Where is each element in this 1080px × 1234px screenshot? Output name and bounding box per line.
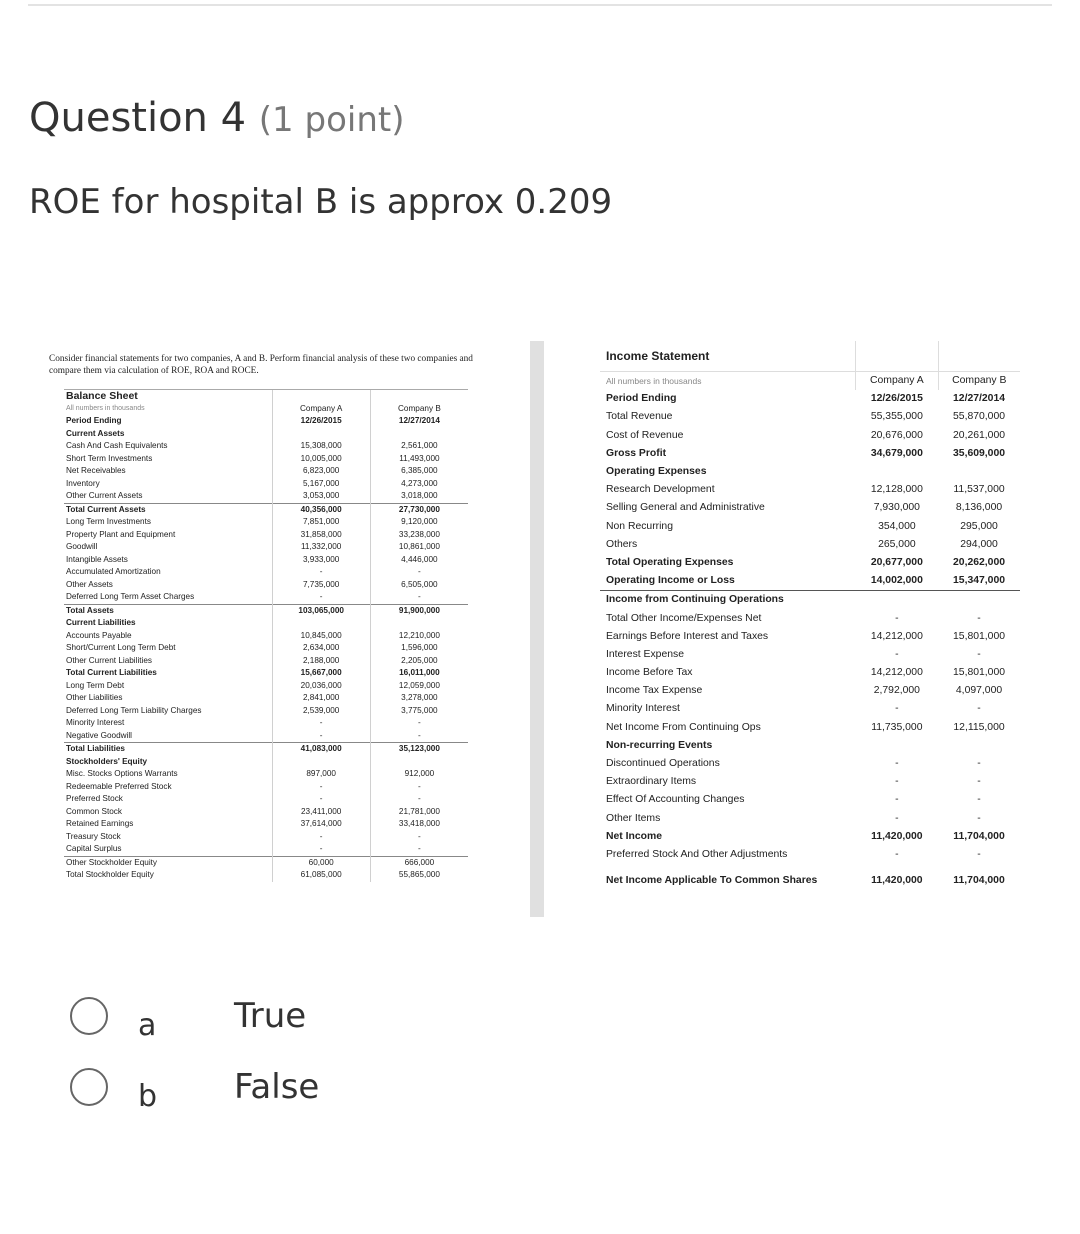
company-a-value: 7,735,000 bbox=[272, 579, 370, 592]
company-a-value: 11,420,000 bbox=[871, 830, 923, 842]
company-b-value bbox=[938, 591, 1020, 610]
row-label: Net Receivables bbox=[66, 466, 126, 476]
balance-sheet-row bbox=[64, 856, 468, 869]
row-label: Earnings Before Interest and Taxes bbox=[606, 630, 769, 642]
company-a-value: - bbox=[272, 831, 370, 844]
company-a-value bbox=[856, 463, 938, 481]
company-a-value: 11,332,000 bbox=[272, 541, 370, 554]
company-b-value: 12,115,000 bbox=[953, 721, 1005, 733]
row-label: Total Assets bbox=[64, 604, 272, 617]
company-a-value: - bbox=[895, 848, 899, 860]
company-a-value bbox=[272, 756, 370, 769]
company-a-value: 10,005,000 bbox=[272, 453, 370, 466]
income-statement-row bbox=[600, 864, 1020, 898]
company-a-value: - bbox=[272, 793, 370, 806]
company-a-value: 61,085,000 bbox=[272, 869, 370, 882]
balance-sheet-row bbox=[64, 579, 468, 592]
company-a-value: 12/26/2015 bbox=[870, 393, 923, 405]
income-statement-note: All numbers in thousands bbox=[600, 372, 856, 391]
company-a-value bbox=[856, 737, 938, 755]
income-statement-row bbox=[600, 719, 1020, 737]
company-b-value: 16,011,000 bbox=[370, 667, 468, 680]
balance-sheet-row bbox=[64, 680, 468, 693]
company-a-value: 23,411,000 bbox=[272, 806, 370, 819]
balance-sheet-row bbox=[64, 465, 468, 478]
balance-sheet-row bbox=[64, 642, 468, 655]
balance-sheet-row bbox=[64, 453, 468, 466]
balance-sheet-row bbox=[64, 730, 468, 743]
row-label: Net Income Applicable To Common Shares bbox=[606, 875, 818, 887]
option-b[interactable] bbox=[70, 1067, 320, 1114]
company-a-value: - bbox=[895, 776, 899, 788]
row-label: Other Current Assets bbox=[66, 491, 143, 501]
company-a-value: 354,000 bbox=[878, 520, 916, 532]
balance-sheet-row bbox=[64, 516, 468, 529]
company-a-value: 3,933,000 bbox=[272, 554, 370, 567]
question-points: (1 point) bbox=[258, 100, 405, 140]
income-statement-row bbox=[600, 572, 1020, 591]
company-b-value: 3,278,000 bbox=[370, 692, 468, 705]
company-b-value: 33,418,000 bbox=[370, 818, 468, 831]
company-b-value: 10,861,000 bbox=[370, 541, 468, 554]
company-a-value: - bbox=[895, 812, 899, 824]
balance-sheet-row bbox=[64, 566, 468, 579]
row-label: Total Liabilities bbox=[64, 743, 272, 756]
income-statement-row bbox=[600, 445, 1020, 463]
company-b-value: 20,261,000 bbox=[953, 429, 1006, 441]
income-statement-row bbox=[600, 390, 1020, 408]
row-label: Redeemable Preferred Stock bbox=[66, 781, 172, 791]
balance-sheet-row bbox=[64, 440, 468, 453]
row-label: Property Plant and Equipment bbox=[66, 529, 176, 539]
company-b-value: 15,347,000 bbox=[938, 572, 1020, 591]
company-b-value: 35,609,000 bbox=[953, 447, 1006, 459]
company-b-value bbox=[938, 737, 1020, 755]
row-label: Accounts Payable bbox=[66, 630, 132, 640]
company-b-value: 15,801,000 bbox=[953, 667, 1006, 679]
company-a-value: 2,188,000 bbox=[272, 655, 370, 668]
company-a-value: 14,212,000 bbox=[870, 667, 923, 679]
company-b-value: 91,900,000 bbox=[370, 604, 468, 617]
company-b-value: 11,704,000 bbox=[953, 875, 1005, 887]
row-label: Total Operating Expenses bbox=[606, 556, 734, 568]
row-label: Deferred Long Term Liability Charges bbox=[66, 705, 202, 715]
company-b-value: 20,262,000 bbox=[953, 556, 1006, 568]
income-statement-row bbox=[600, 700, 1020, 718]
row-label: Operating Expenses bbox=[606, 466, 707, 478]
company-b-value bbox=[370, 428, 468, 441]
company-b-value: - bbox=[370, 843, 468, 856]
income-statement-row bbox=[600, 591, 1020, 610]
row-label: Misc. Stocks Options Warrants bbox=[66, 769, 178, 779]
balance-sheet-row bbox=[64, 617, 468, 630]
question-prompt: ROE for hospital B is approx 0.209 bbox=[29, 182, 613, 222]
income-statement-row bbox=[600, 518, 1020, 536]
company-a-value: 20,676,000 bbox=[870, 429, 923, 441]
company-a-value: 10,845,000 bbox=[272, 630, 370, 643]
company-b-value: - bbox=[977, 776, 981, 788]
company-a-value: 3,053,000 bbox=[272, 490, 370, 503]
company-b-value: 666,000 bbox=[370, 856, 468, 869]
company-a-value: 5,167,000 bbox=[272, 478, 370, 491]
income-statement-row bbox=[600, 810, 1020, 828]
row-label: Capital Surplus bbox=[66, 844, 122, 854]
balance-sheet-table bbox=[64, 389, 468, 882]
row-label: Intangible Assets bbox=[66, 554, 128, 564]
balance-sheet-row bbox=[64, 818, 468, 831]
income-statement-row bbox=[600, 664, 1020, 682]
row-label: Other Items bbox=[606, 812, 661, 824]
balance-sheet-company-b-header: Company B bbox=[370, 403, 468, 416]
company-b-value: - bbox=[370, 717, 468, 730]
row-label: Treasury Stock bbox=[66, 831, 121, 841]
company-a-value: 7,851,000 bbox=[272, 516, 370, 529]
row-label: Other Assets bbox=[66, 579, 113, 589]
company-a-value: 60,000 bbox=[272, 856, 370, 869]
company-a-value: 40,356,000 bbox=[272, 503, 370, 516]
company-b-value bbox=[370, 756, 468, 769]
company-b-value: 33,238,000 bbox=[370, 529, 468, 542]
row-label: Preferred Stock bbox=[66, 794, 123, 804]
balance-sheet-row bbox=[64, 869, 468, 882]
row-label: Negative Goodwill bbox=[66, 730, 132, 740]
company-b-value: - bbox=[977, 848, 981, 860]
row-label: Retained Earnings bbox=[66, 819, 134, 829]
company-b-value: 35,123,000 bbox=[370, 743, 468, 756]
company-a-value: 14,212,000 bbox=[870, 630, 923, 642]
income-statement-row bbox=[600, 609, 1020, 627]
balance-sheet-row bbox=[64, 843, 468, 856]
option-a-radio[interactable] bbox=[70, 997, 108, 1035]
company-a-value: - bbox=[895, 648, 899, 660]
balance-sheet-row bbox=[64, 554, 468, 567]
company-b-value: 12/27/2014 bbox=[953, 393, 1006, 405]
balance-sheet-row bbox=[64, 781, 468, 794]
company-b-value: - bbox=[977, 758, 981, 770]
income-statement-row bbox=[600, 682, 1020, 700]
row-label: Minority Interest bbox=[66, 718, 125, 728]
company-a-value: 15,667,000 bbox=[272, 667, 370, 680]
row-label: Total Current Liabilities bbox=[66, 668, 157, 678]
income-statement-company-b-header: Company B bbox=[938, 372, 1020, 391]
row-label: Others bbox=[606, 538, 638, 550]
income-statement-row bbox=[600, 755, 1020, 773]
balance-sheet-row bbox=[64, 655, 468, 668]
row-label: Common Stock bbox=[66, 806, 122, 816]
company-a-value: - bbox=[272, 843, 370, 856]
row-label: Cost of Revenue bbox=[606, 429, 684, 441]
company-b-value: 11,704,000 bbox=[953, 830, 1005, 842]
company-a-value: 2,634,000 bbox=[272, 642, 370, 655]
income-statement-row bbox=[600, 846, 1020, 864]
balance-sheet-note: All numbers in thousands bbox=[66, 404, 145, 412]
balance-sheet-row bbox=[64, 743, 468, 756]
balance-sheet-row bbox=[64, 793, 468, 806]
company-b-value: 11,537,000 bbox=[953, 484, 1005, 496]
income-statement-image bbox=[600, 341, 1020, 911]
company-a-value: 2,841,000 bbox=[272, 692, 370, 705]
income-statement-row bbox=[600, 791, 1020, 809]
company-a-value: 897,000 bbox=[272, 768, 370, 781]
income-statement-title: Income Statement bbox=[606, 349, 710, 363]
balance-sheet-row bbox=[64, 831, 468, 844]
company-a-value: 265,000 bbox=[878, 538, 916, 550]
option-b-radio[interactable] bbox=[70, 1068, 108, 1106]
company-b-value: - bbox=[977, 612, 981, 624]
balance-sheet-row bbox=[64, 717, 468, 730]
figure-divider bbox=[530, 341, 544, 917]
income-statement-row bbox=[600, 536, 1020, 554]
company-a-value: 20,036,000 bbox=[272, 680, 370, 693]
company-b-value: 912,000 bbox=[370, 768, 468, 781]
company-a-value: - bbox=[895, 794, 899, 806]
company-b-value: - bbox=[370, 591, 468, 604]
income-statement-row bbox=[600, 737, 1020, 755]
question-number: Question 4 bbox=[29, 95, 247, 141]
company-b-value: 2,205,000 bbox=[370, 655, 468, 668]
company-a-value: 2,792,000 bbox=[873, 685, 920, 697]
company-b-value: 15,801,000 bbox=[953, 630, 1006, 642]
company-b-value: - bbox=[370, 831, 468, 844]
company-b-value: - bbox=[370, 566, 468, 579]
balance-sheet-row bbox=[64, 490, 468, 503]
company-b-value: 4,273,000 bbox=[370, 478, 468, 491]
income-statement-company-a-header: Company A bbox=[856, 372, 938, 391]
company-b-value: 4,446,000 bbox=[370, 554, 468, 567]
company-b-value: - bbox=[977, 648, 981, 660]
row-label: Interest Expense bbox=[606, 648, 684, 660]
company-b-value: 12/27/2014 bbox=[370, 415, 468, 428]
company-b-value: - bbox=[370, 730, 468, 743]
company-b-value: 9,120,000 bbox=[370, 516, 468, 529]
income-statement-row bbox=[600, 427, 1020, 445]
company-a-value: - bbox=[895, 758, 899, 770]
balance-sheet-row bbox=[64, 768, 468, 781]
company-b-value: 294,000 bbox=[960, 538, 998, 550]
row-label: Operating Income or Loss bbox=[600, 572, 856, 591]
row-label: Non-recurring Events bbox=[606, 739, 713, 751]
row-label: Deferred Long Term Asset Charges bbox=[66, 592, 195, 602]
company-b-value: 55,865,000 bbox=[370, 869, 468, 882]
row-label: Goodwill bbox=[66, 542, 98, 552]
company-a-value bbox=[272, 428, 370, 441]
row-label: Long Term Debt bbox=[66, 680, 125, 690]
company-b-value: 21,781,000 bbox=[370, 806, 468, 819]
balance-sheet-row bbox=[64, 756, 468, 769]
row-label: Short Term Investments bbox=[66, 453, 153, 463]
income-statement-row bbox=[600, 481, 1020, 499]
company-a-value: - bbox=[272, 591, 370, 604]
option-a[interactable] bbox=[70, 996, 307, 1043]
company-a-value bbox=[856, 591, 938, 610]
row-label: Stockholders' Equity bbox=[66, 756, 148, 766]
balance-sheet-row bbox=[64, 415, 468, 428]
option-a-text[interactable]: True bbox=[234, 996, 307, 1036]
company-a-value: - bbox=[272, 730, 370, 743]
income-statement-row bbox=[600, 463, 1020, 481]
row-label: Extraordinary Items bbox=[606, 776, 697, 788]
row-label: Accumulated Amortization bbox=[66, 567, 161, 577]
company-b-value: 3,775,000 bbox=[370, 705, 468, 718]
row-label: Total Other Income/Expenses Net bbox=[606, 612, 762, 624]
company-a-value: 55,355,000 bbox=[870, 411, 923, 423]
company-b-value: 6,385,000 bbox=[370, 465, 468, 478]
company-a-value: 7,930,000 bbox=[873, 502, 920, 514]
row-label: Net Income From Continuing Ops bbox=[606, 721, 761, 733]
row-label: Inventory bbox=[66, 478, 100, 488]
company-b-value: 4,097,000 bbox=[955, 685, 1003, 697]
company-b-value: 6,505,000 bbox=[370, 579, 468, 592]
company-a-value: 20,677,000 bbox=[870, 556, 923, 568]
company-b-value: - bbox=[370, 781, 468, 794]
balance-sheet-row bbox=[64, 705, 468, 718]
company-b-value: - bbox=[977, 794, 981, 806]
row-label: Net Income bbox=[606, 830, 663, 842]
balance-sheet-row bbox=[64, 604, 468, 617]
row-label: Income Before Tax bbox=[606, 667, 693, 679]
row-label: Non Recurring bbox=[606, 520, 673, 532]
row-label: Cash And Cash Equivalents bbox=[66, 441, 168, 451]
company-b-value: 3,018,000 bbox=[370, 490, 468, 503]
row-label: Preferred Stock And Other Adjustments bbox=[606, 848, 788, 860]
company-b-value: 27,730,000 bbox=[370, 503, 468, 516]
company-b-value: - bbox=[370, 793, 468, 806]
company-a-value: 31,858,000 bbox=[272, 529, 370, 542]
row-label: Selling General and Administrative bbox=[606, 502, 765, 514]
balance-sheet-row bbox=[64, 630, 468, 643]
row-label: Minority Interest bbox=[606, 703, 680, 715]
row-label: Other Current Liabilities bbox=[66, 655, 153, 665]
company-a-value: 103,065,000 bbox=[272, 604, 370, 617]
company-a-value bbox=[272, 617, 370, 630]
row-label: Long Term Investments bbox=[66, 517, 151, 527]
company-a-value: - bbox=[272, 566, 370, 579]
company-a-value: - bbox=[272, 717, 370, 730]
balance-sheet-image bbox=[44, 347, 489, 917]
option-b-letter: b bbox=[138, 1079, 158, 1114]
row-label: Short/Current Long Term Debt bbox=[66, 643, 176, 653]
balance-sheet-row bbox=[64, 667, 468, 680]
company-b-value: 12,210,000 bbox=[370, 630, 468, 643]
balance-sheet-row bbox=[64, 503, 468, 516]
income-statement-row bbox=[600, 828, 1020, 846]
company-b-value: - bbox=[977, 703, 981, 715]
balance-sheet-title: Balance Sheet bbox=[64, 390, 272, 403]
row-label: Other Stockholder Equity bbox=[64, 856, 272, 869]
row-label: Gross Profit bbox=[606, 447, 667, 459]
row-label: Current Assets bbox=[66, 428, 125, 438]
balance-sheet-row bbox=[64, 478, 468, 491]
row-label: Research Development bbox=[606, 484, 715, 496]
company-a-value: 11,735,000 bbox=[871, 721, 923, 733]
balance-sheet-company-a-header: Company A bbox=[272, 403, 370, 416]
company-a-value: - bbox=[895, 612, 899, 624]
row-label: Income from Continuing Operations bbox=[606, 594, 784, 606]
income-statement-row bbox=[600, 499, 1020, 517]
balance-sheet-row bbox=[64, 806, 468, 819]
company-a-value: 41,083,000 bbox=[272, 743, 370, 756]
income-statement-row bbox=[600, 773, 1020, 791]
row-label: Income Tax Expense bbox=[606, 685, 703, 697]
company-b-value: 2,561,000 bbox=[370, 440, 468, 453]
question-title bbox=[29, 93, 404, 145]
company-a-value: 2,539,000 bbox=[272, 705, 370, 718]
company-a-value: - bbox=[895, 703, 899, 715]
row-label: Total Stockholder Equity bbox=[66, 870, 154, 880]
company-b-value: 11,493,000 bbox=[370, 453, 468, 466]
option-b-text[interactable]: False bbox=[234, 1067, 320, 1107]
company-b-value: - bbox=[977, 812, 981, 824]
row-label: Total Revenue bbox=[606, 411, 673, 423]
company-b-value: 55,870,000 bbox=[953, 411, 1006, 423]
company-b-value: 12,059,000 bbox=[370, 680, 468, 693]
income-statement-row bbox=[600, 554, 1020, 572]
option-a-letter: a bbox=[138, 1008, 157, 1043]
row-label: Current Liabilities bbox=[66, 618, 136, 628]
balance-sheet-row bbox=[64, 529, 468, 542]
income-statement-row bbox=[600, 628, 1020, 646]
company-b-value: 295,000 bbox=[960, 520, 998, 532]
company-b-value: 8,136,000 bbox=[955, 502, 1003, 514]
company-a-value: 34,679,000 bbox=[870, 447, 923, 459]
income-statement-table bbox=[600, 341, 1020, 898]
company-a-value: 14,002,000 bbox=[856, 572, 938, 591]
row-label: Other Liabilities bbox=[66, 693, 123, 703]
income-statement-row bbox=[600, 646, 1020, 664]
row-label: Discontinued Operations bbox=[606, 758, 720, 770]
balance-sheet-row bbox=[64, 541, 468, 554]
row-label: Period Ending bbox=[66, 416, 122, 426]
row-label: Period Ending bbox=[606, 393, 677, 405]
company-a-value: 37,614,000 bbox=[272, 818, 370, 831]
company-a-value: 12,128,000 bbox=[870, 484, 923, 496]
company-a-value: 11,420,000 bbox=[871, 875, 923, 887]
company-a-value: - bbox=[272, 781, 370, 794]
company-a-value: 6,823,000 bbox=[272, 465, 370, 478]
balance-sheet-row bbox=[64, 428, 468, 441]
top-divider bbox=[28, 4, 1052, 6]
company-b-value: 1,596,000 bbox=[370, 642, 468, 655]
balance-sheet-row bbox=[64, 591, 468, 604]
income-statement-row bbox=[600, 408, 1020, 426]
company-b-value bbox=[370, 617, 468, 630]
balance-sheet-intro: Consider financial statements for two companies, A and B. Perform financial analysis of these two companies and compare them via calculation of ROE, ROA and ROCE. bbox=[49, 354, 473, 376]
row-label: Total Current Assets bbox=[64, 503, 272, 516]
company-a-value: 15,308,000 bbox=[272, 440, 370, 453]
company-b-value bbox=[938, 463, 1020, 481]
row-label: Effect Of Accounting Changes bbox=[606, 794, 745, 806]
balance-sheet-row bbox=[64, 692, 468, 705]
company-a-value: 12/26/2015 bbox=[272, 415, 370, 428]
